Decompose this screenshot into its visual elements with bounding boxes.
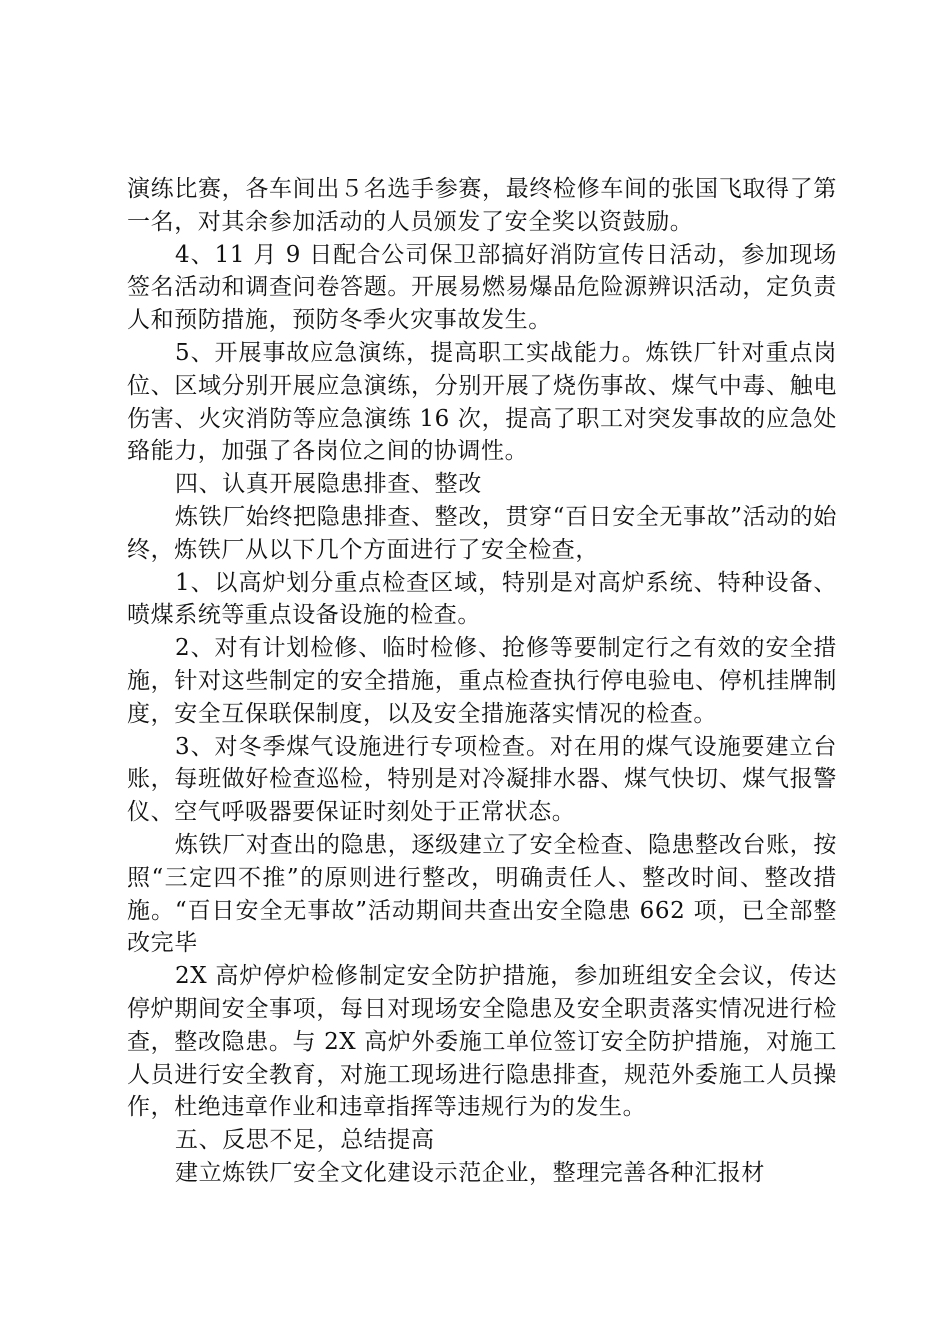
paragraph-item-4-fire-day: 4、11 月 9 日配合公司保卫部搞好消防宣传日活动，参加现场签名活动和调查问卷答题。开展易燃易爆品危险源辨识活动，定负责人和预防措施，预防冬季火灾事故发生。 bbox=[127, 241, 837, 334]
paragraph-item-5-emergency-drill: 5、开展事故应急演练，提高职工实战能力。炼铁厂针对重点岗位、区域分别开展应急演练，分别开展了烧伤事故、煤气中毒、触电伤害、火灾消防等应急演练 16 次，提高了职工对突发事故的应急处臵能力，加强了各岗位之间的协调性。 bbox=[127, 339, 837, 465]
paragraph-2x-furnace: 2X 高炉停炉检修制定安全防护措施，参加班组安全会议，传达停炉期间安全事项，每日对现场安全隐患及安全职责落实情况进行检查，整改隐患。与 2X 高炉外委施工单位签订安全防护措施，对施工人员进行安全教育，对施工现场进行隐患排查，规范外委施工人员操作，杜绝违章作业和违章指挥等违规行为的发生。 bbox=[127, 963, 837, 1121]
paragraph-drill-result: 演练比赛，各车间出５名选手参赛，最终检修车间的张国飞取得了第一名，对其余参加活动的人员颁发了安全奖以资鼓励。 bbox=[127, 176, 837, 235]
paragraph-inspection-item-2: 2、对有计划检修、临时检修、抢修等要制定行之有效的安全措施，针对这些制定的安全措施，重点检查执行停电验电、停机挂牌制度，安全互保联保制度，以及安全措施落实情况的检查。 bbox=[127, 635, 837, 727]
paragraph-inspection-intro: 炼铁厂始终把隐患排查、整改，贯穿“百日安全无事故”活动的始终，炼铁厂从以下几个方面进行了安全检查， bbox=[127, 503, 837, 563]
paragraph-inspection-item-3: 3、对冬季煤气设施进行专项检查。对在用的煤气设施要建立台账，每班做好检查巡检，特别是对冷凝排水器、煤气快切、煤气报警仪、空气呼吸器要保证时刻处于正常状态。 bbox=[127, 733, 837, 826]
paragraph-inspection-item-1: 1、以高炉划分重点检查区域，特别是对高炉系统、特种设备、喷煤系统等重点设备设施的检查。 bbox=[127, 569, 837, 629]
document-body bbox=[127, 173, 837, 1190]
section-heading-4: 四、认真开展隐患排查、整改 bbox=[175, 471, 482, 498]
section-heading-5: 五、反思不足，总结提高 bbox=[175, 1127, 435, 1154]
paragraph-safety-culture: 建立炼铁厂安全文化建设示范企业，整理完善各种汇报材 bbox=[175, 1159, 765, 1186]
paragraph-hazard-ledger: 炼铁厂对查出的隐患，逐级建立了安全检查、隐患整改台账，按照“三定四不推”的原则进行整改，明确责任人、整改时间、整改措施。“百日安全无事故”活动期间共查出安全隐患 662 项，已全部整改完毕 bbox=[127, 831, 837, 957]
